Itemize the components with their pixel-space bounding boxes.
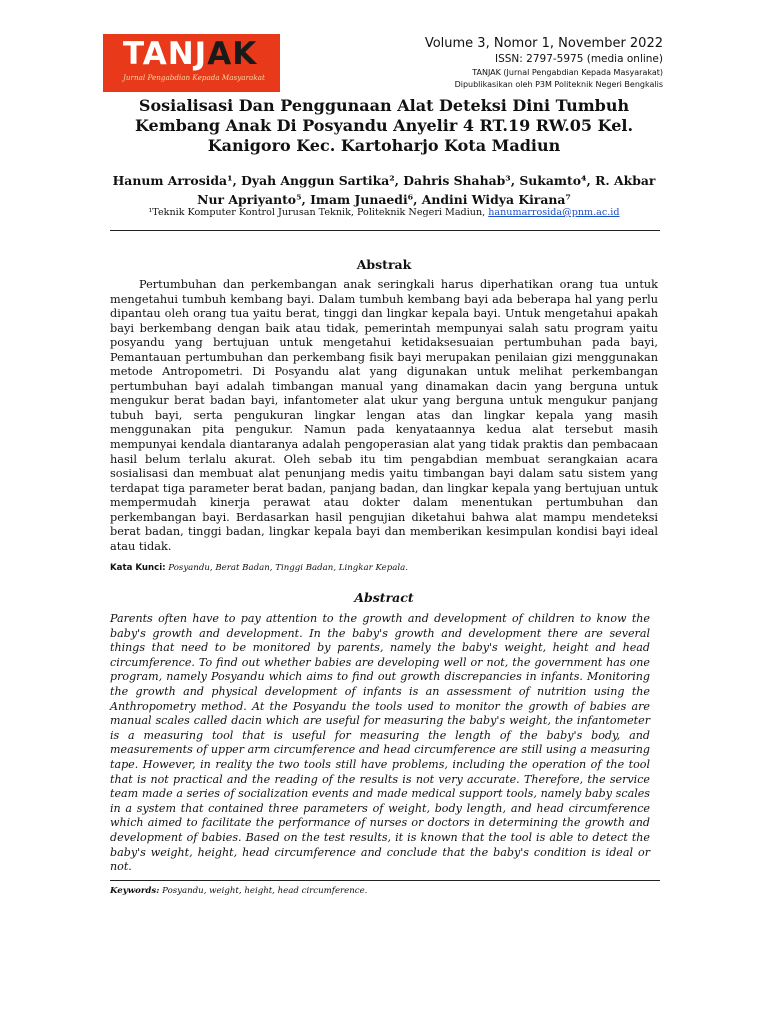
kata-kunci (110, 562, 658, 574)
kata-kunci-label: Kata Kunci: (110, 563, 166, 573)
keywords-values: Posyandu, weight, height, head circumference. (159, 886, 368, 896)
issn-line: ISSN: 2797-5975 (media online) (495, 53, 663, 65)
affiliation-text: ¹Teknik Komputer Kontrol Jurusan Teknik, Politeknik Negeri Madiun, (148, 207, 489, 218)
keywords-label: Keywords: (110, 886, 160, 896)
abstract-heading: Abstract (354, 590, 414, 605)
paper-title: Sosialisasi Dan Penggunaan Alat Deteksi Dini Tumbuh Kembang Anak Di Posyandu Anyelir 4 RT.19 RW.05 Kel. Kanigoro Kec. Kartoharjo Kota Madiun (134, 96, 634, 155)
abstrak-body: Pertumbuhan dan perkembangan anak seringkali harus diperhatikan orang tua untuk mengetahui tumbuh kembang bayi. Dalam tumbuh kembang bayi ada beberapa hal yang perlu dipantau oleh orang tua yaitu berat, tinggi dan lingkar kepala bayi. Untuk mengetahui apakah bayi berkembang dengan baik atau tidak, pemerintah mempunyai salah satu program yaitu posyandu yang bertujuan untuk mengetahui ketidaksesuaian pertumbuhan pada bayi, Pemantauan pertumbuhan dan perkembang fisik bayi merupakan penilaian gizi menggunakan metode Antropometri. Di Posyandu alat yang digunakan untuk melihat perkembangan pertumbuhan bayi adalah timbangan manual yang dinamakan dacin yang berguna untuk mengukur berat badan bayi, infantometer alat ukur yang berguna untuk mengukur panjang tubuh bayi, serta pengukuran lingkar lengan atas dan lingkar kepala yang masih menggunakan pita pengukur. Namun pada kenyataannya kedua alat tersebut masih mempunyai kendala diantaranya adalah pengoperasian alat yang tidak praktis dan pembacaan hasil belum terlalu akurat. Oleh sebab itu tim pengabdian membuat serangkaian acara sosialisasi dan membuat alat penunjang medis yaitu timbangan bayi dalam satu sistem yang terdapat tiga parameter berat badan, panjang badan, dan lingkar kepala yang bertujuan untuk mempermudah kinerja perawat atau dokter dalam menentukan pertumbuhan dan perkembangan bayi. Berdasarkan hasil pengujian diketahui bahwa alat mampu mendeteksi berat badan, tinggi badan, lingkar kepala bayi dan memberikan kesimpulan kondisi bayi ideal atau tidak. (110, 278, 658, 553)
affiliation (110, 206, 658, 219)
logo-text-accent: AK (207, 36, 258, 72)
volume-line: Volume 3, Nomor 1, November 2022 (424, 36, 663, 51)
abstract-divider (110, 880, 660, 881)
logo-subtitle: Jurnal Pengabdian Kepada Masyarakat (123, 73, 265, 82)
journal-name-line: TANJAK (Jurnal Pengabdian Kepada Masyarakat) (472, 68, 663, 77)
publisher-line: Dipublikasikan oleh P3M Politeknik Negeri Bengkalis (454, 80, 663, 89)
keywords (110, 885, 658, 897)
journal-logo (103, 34, 280, 92)
logo-wordmark (123, 36, 257, 72)
journal-header-info (425, 35, 663, 91)
author-email-link[interactable]: hanumarrosida@pnm.ac.id (488, 207, 620, 218)
author-list: Hanum Arrosida¹, Dyah Anggun Sartika², Dahris Shahab³, Sukamto⁴, R. Akbar Nur Apriyanto⁵, Imam Junaedi⁶, Andini Widya Kirana⁷ (112, 173, 656, 207)
kata-kunci-values: Posyandu, Berat Badan, Tinggi Badan, Lingkar Kepala. (165, 563, 408, 573)
abstract-body: Parents often have to pay attention to the growth and development of children to know the baby's growth and development. In the baby's growth and development there are several things that need to be monitored by parents, namely the baby's weight, height and head circumference. To find out whether babies are developing well or not, the government has one program, namely Posyandu which aims to find out growth discrepancies in infants. Monitoring the growth and physical development of infants is an assessment of nutrition using the Anthropometry method. At the Posyandu the tools used to monitor the growth of babies are manual scales called dacin which are useful for measuring the baby's weight, the infantometer is a measuring tool that is useful for measuring the length of the baby's body, and measurements of upper arm circumference and head circumference are still using a measuring tape. However, in reality the two tools still have problems, including the operation of the tool that is not practical and the reading of the results is not very accurate. Therefore, the service team made a series of socialization events and made medical support tools, namely baby scales in a system that contained three parameters of weight, body length, and head circumference which aimed to facilitate the performance of nurses or doctors in determining the growth and development of babies. Based on the test results, it is known that the tool is able to detect the baby's weight, height, head circumference and conclude that the baby's condition is ideal or not. (110, 612, 650, 874)
abstrak-heading: Abstrak (356, 257, 412, 272)
logo-text-main: TANJ (123, 36, 208, 72)
header-divider (110, 230, 660, 231)
